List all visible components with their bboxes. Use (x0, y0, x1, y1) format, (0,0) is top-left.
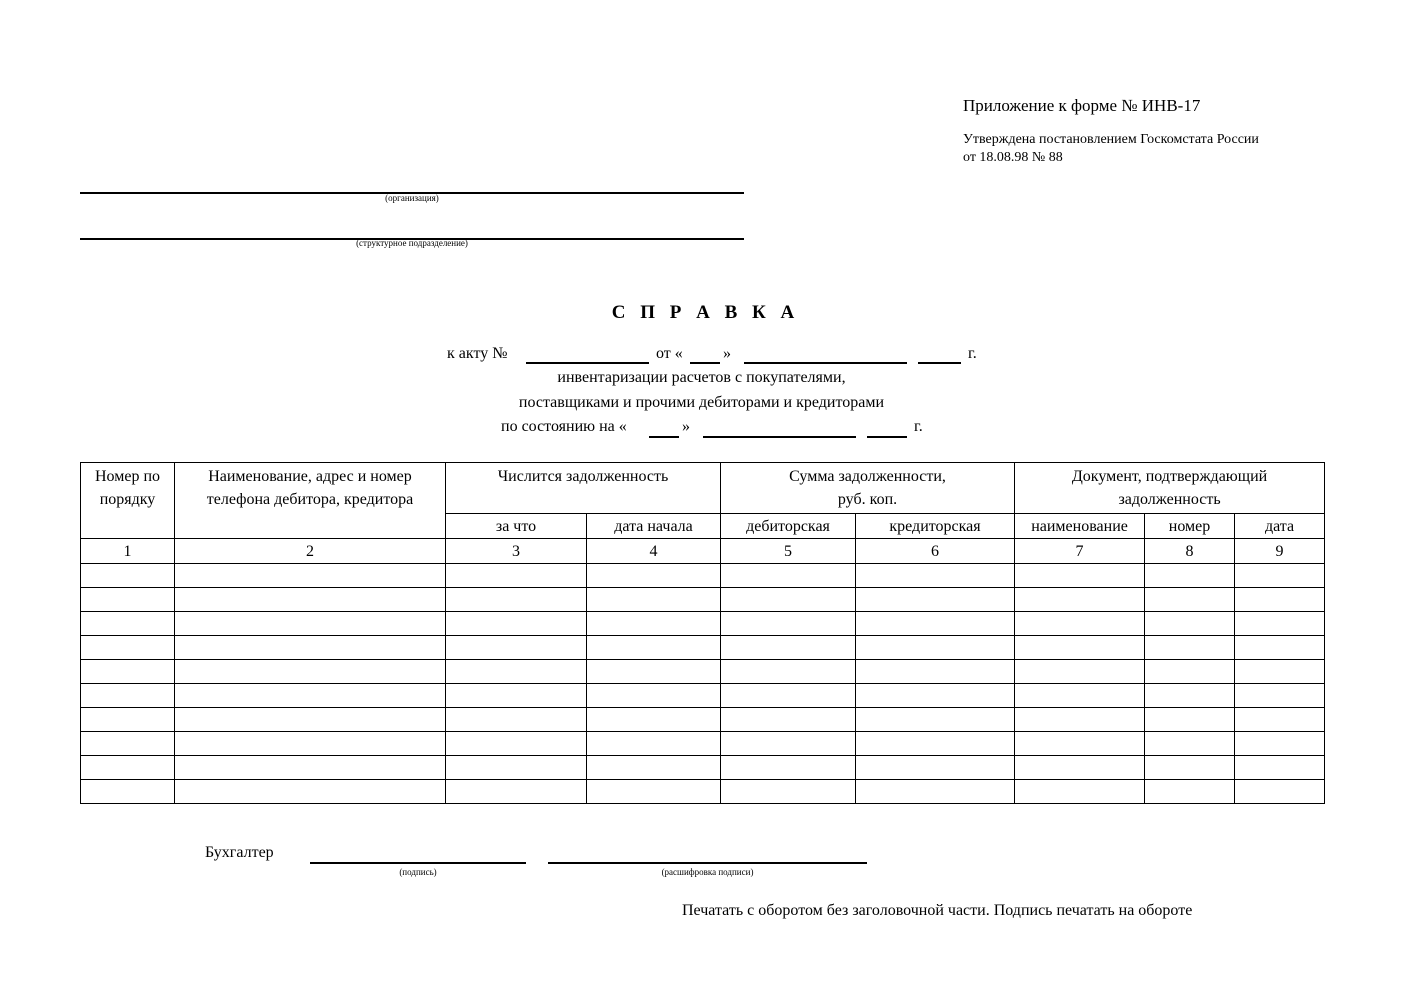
table-cell[interactable] (446, 756, 587, 780)
table-cell[interactable] (1235, 660, 1325, 684)
table-cell[interactable] (1145, 732, 1235, 756)
subheader-start-date: дата начала (587, 514, 721, 539)
header-sum-line-2: руб. коп. (837, 491, 898, 508)
table-cell[interactable] (721, 780, 856, 804)
header-number: Номер по порядку (81, 463, 175, 539)
table-cell[interactable] (81, 636, 175, 660)
subheader-debit: дебиторская (721, 514, 856, 539)
subheader-doc-date: дата (1235, 514, 1325, 539)
as-of-year-field[interactable] (867, 436, 907, 438)
header-name: Наименование, адрес и номер телефона дебитора, кредитора (175, 463, 446, 539)
table-cell[interactable] (175, 780, 446, 804)
act-day-field[interactable] (690, 362, 720, 364)
table-cell[interactable] (1015, 564, 1145, 588)
table-cell[interactable] (721, 660, 856, 684)
from-close-label: » (723, 345, 731, 362)
table-cell[interactable] (1145, 756, 1235, 780)
table-cell[interactable] (175, 708, 446, 732)
header-doc-group (1015, 463, 1325, 514)
table-cell[interactable] (1015, 732, 1145, 756)
title-line-3: поставщиками и прочими дебиторами и кредиторами (518, 394, 885, 411)
table-cell[interactable] (175, 660, 446, 684)
table-cell[interactable] (587, 564, 721, 588)
table-cell[interactable] (446, 612, 587, 636)
table-row (81, 588, 1325, 612)
table-cell[interactable] (81, 612, 175, 636)
table-cell[interactable] (587, 684, 721, 708)
table-cell[interactable] (721, 732, 856, 756)
table-cell[interactable] (856, 780, 1015, 804)
table-cell[interactable] (856, 684, 1015, 708)
table-cell[interactable] (81, 684, 175, 708)
act-month-field[interactable] (744, 362, 907, 364)
table-cell[interactable] (446, 564, 587, 588)
subheader-credit: кредиторская (856, 514, 1015, 539)
table-cell[interactable] (446, 588, 587, 612)
title-line-2: инвентаризации расчетов с покупателями, (557, 369, 846, 386)
table-cell[interactable] (856, 588, 1015, 612)
table-cell[interactable] (721, 636, 856, 660)
act-year-field[interactable] (918, 362, 961, 364)
table-cell[interactable] (721, 756, 856, 780)
table-cell[interactable] (175, 756, 446, 780)
table-cell[interactable] (446, 660, 587, 684)
table-row (81, 684, 1325, 708)
table-cell[interactable] (1145, 708, 1235, 732)
table-cell[interactable] (1015, 708, 1145, 732)
table-cell[interactable] (721, 684, 856, 708)
table-cell[interactable] (587, 780, 721, 804)
signature-field[interactable] (310, 862, 526, 864)
table-cell[interactable] (1235, 588, 1325, 612)
column-number: 9 (1235, 539, 1325, 564)
appendix-title: Приложение к форме № ИНВ-17 (963, 96, 1201, 115)
table-cell[interactable] (1145, 636, 1235, 660)
approval-note (963, 131, 1259, 167)
table-cell[interactable] (587, 708, 721, 732)
table-cell[interactable] (446, 636, 587, 660)
table-cell[interactable] (81, 564, 175, 588)
table-cell[interactable] (1145, 780, 1235, 804)
table-cell[interactable] (81, 708, 175, 732)
table-cell[interactable] (1145, 612, 1235, 636)
table-cell[interactable] (587, 588, 721, 612)
table-cell[interactable] (1235, 732, 1325, 756)
table-cell[interactable] (721, 708, 856, 732)
table-cell[interactable] (1235, 636, 1325, 660)
signature-decoding-caption: (расшифровка подписи) (661, 867, 754, 877)
table-cell[interactable] (1015, 636, 1145, 660)
table-cell[interactable] (856, 612, 1015, 636)
table-cell[interactable] (175, 684, 446, 708)
table-cell[interactable] (856, 732, 1015, 756)
table-row (81, 732, 1325, 756)
table-cell[interactable] (721, 612, 856, 636)
table-row (81, 612, 1325, 636)
header-debt-group: Числится задолженность (446, 463, 721, 514)
subheader-for-what: за что (446, 514, 587, 539)
subheader-doc-number: номер (1145, 514, 1235, 539)
approval-line-2: от 18.08.98 № 88 (963, 150, 1063, 165)
column-number: 8 (1145, 539, 1235, 564)
table-cell[interactable] (1015, 660, 1145, 684)
as-of-label: по состоянию на « (501, 418, 627, 435)
table-cell[interactable] (1145, 564, 1235, 588)
table-cell[interactable] (446, 708, 587, 732)
table-row (81, 660, 1325, 684)
column-number: 6 (856, 539, 1015, 564)
organization-caption: (организация) (385, 193, 439, 203)
table-cell[interactable] (587, 756, 721, 780)
as-of-close-label: » (682, 418, 690, 435)
table-row (81, 756, 1325, 780)
print-note: Печатать с оборотом без заголовочной части. Подпись печатать на обороте (682, 902, 1193, 919)
debts-table (80, 462, 1325, 804)
table-cell[interactable] (1015, 756, 1145, 780)
table-cell[interactable] (856, 564, 1015, 588)
accountant-label: Бухгалтер (205, 844, 274, 861)
table-cell[interactable] (1235, 684, 1325, 708)
year-suffix-label: г. (968, 345, 977, 362)
header-sum-group (721, 463, 1015, 514)
table-cell[interactable] (1235, 708, 1325, 732)
table-cell[interactable] (856, 756, 1015, 780)
table-cell[interactable] (81, 756, 175, 780)
table-cell[interactable] (856, 636, 1015, 660)
to-act-label: к акту № (447, 345, 508, 362)
document-title: С П Р А В К А (611, 302, 800, 323)
table-cell[interactable] (1235, 564, 1325, 588)
table-row (81, 636, 1325, 660)
table-cell[interactable] (175, 732, 446, 756)
table-row (81, 780, 1325, 804)
column-number: 7 (1015, 539, 1145, 564)
table-cell[interactable] (175, 588, 446, 612)
table-cell[interactable] (1235, 756, 1325, 780)
column-number: 4 (587, 539, 721, 564)
table-cell[interactable] (1145, 684, 1235, 708)
header-doc-line-2: задолженность (1118, 491, 1221, 508)
table-cell[interactable] (446, 732, 587, 756)
table-cell[interactable] (721, 588, 856, 612)
column-number: 1 (81, 539, 175, 564)
table-cell[interactable] (587, 612, 721, 636)
table-cell[interactable] (81, 588, 175, 612)
signature-caption: (подпись) (399, 867, 437, 877)
table-row (81, 708, 1325, 732)
approval-line-1: Утверждена постановлением Госкомстата России (963, 132, 1259, 147)
header-doc-line-1: Документ, подтверждающий (1071, 468, 1268, 485)
division-caption: (структурное подразделение) (356, 238, 468, 248)
as-of-day-field[interactable] (649, 436, 679, 438)
column-number: 3 (446, 539, 587, 564)
act-number-field[interactable] (526, 362, 649, 364)
table-cell[interactable] (1235, 612, 1325, 636)
table-cell[interactable] (175, 564, 446, 588)
table-cell[interactable] (81, 732, 175, 756)
table-cell[interactable] (175, 612, 446, 636)
table-cell[interactable] (1145, 660, 1235, 684)
table-cell[interactable] (587, 660, 721, 684)
table-cell[interactable] (1015, 684, 1145, 708)
table-cell[interactable] (81, 660, 175, 684)
table-cell[interactable] (1015, 588, 1145, 612)
signature-decoding-field[interactable] (548, 862, 867, 864)
table-cell[interactable] (856, 708, 1015, 732)
table-cell[interactable] (446, 780, 587, 804)
table-cell[interactable] (856, 660, 1015, 684)
header-sum-line-1: Сумма задолженности, (789, 468, 946, 485)
table-cell[interactable] (1015, 780, 1145, 804)
column-number: 5 (721, 539, 856, 564)
table-row (81, 564, 1325, 588)
table-cell[interactable] (587, 636, 721, 660)
as-of-year-label: г. (914, 418, 923, 435)
table-cell[interactable] (1235, 780, 1325, 804)
table-cell[interactable] (81, 780, 175, 804)
table-cell[interactable] (721, 564, 856, 588)
column-number-row (81, 539, 1325, 564)
as-of-month-field[interactable] (703, 436, 856, 438)
table-cell[interactable] (1015, 612, 1145, 636)
table-cell[interactable] (587, 732, 721, 756)
from-open-label: от « (656, 345, 683, 362)
table-cell[interactable] (1145, 588, 1235, 612)
column-number: 2 (175, 539, 446, 564)
subheader-doc-name: наименование (1015, 514, 1145, 539)
table-cell[interactable] (446, 684, 587, 708)
table-cell[interactable] (175, 636, 446, 660)
